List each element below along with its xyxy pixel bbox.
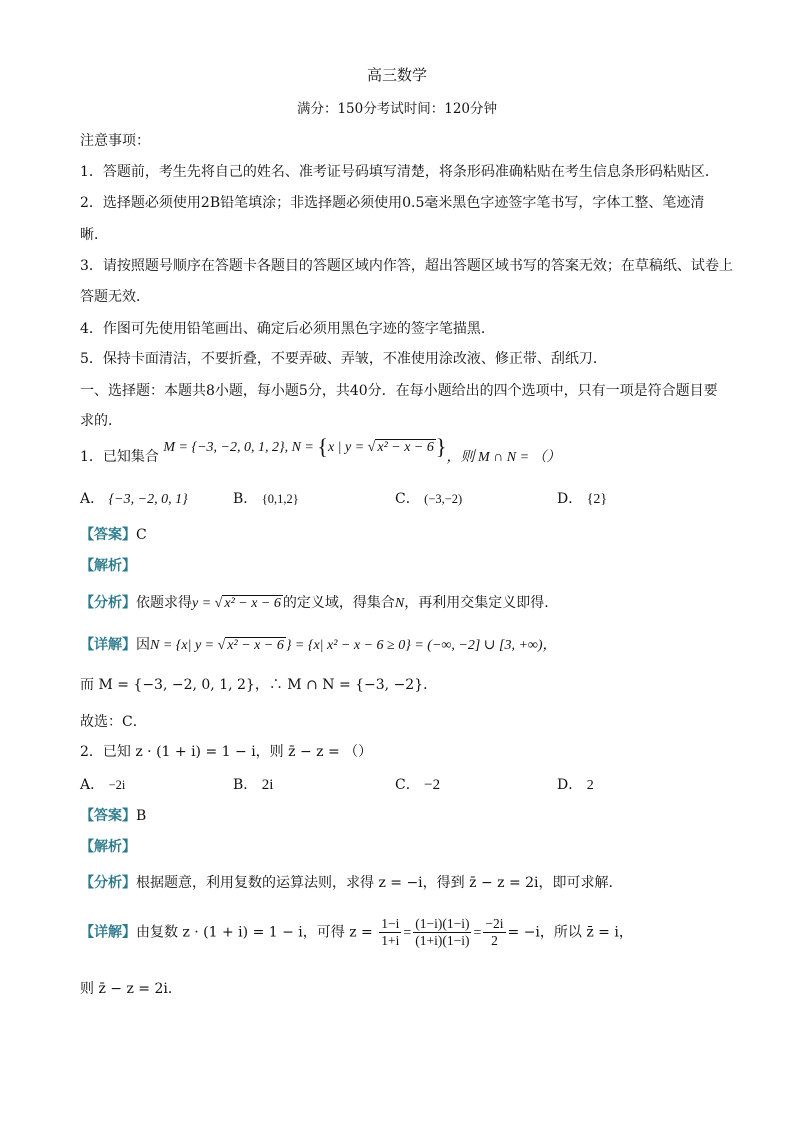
q1-option-a: A． {−3, −2, 0, 1} [80,491,188,507]
q1-fenxi: 【分析】依题求得y = √ x² − x − 6 的定义域，得集合N，再利用交集定义即得. [80,595,549,611]
q1-conclusion: 故选：C． [80,714,147,730]
q2-option-c: C． −2 [395,777,441,793]
q1-suffix: ，则 M ∩ N = （） [446,450,561,465]
q2-fenxi: 【分析】根据题意，利用复数的运算法则，求得 z = −i，得到 z̄ − z = 2i，即可求解． [80,875,623,891]
q2-answer: 【答案】B [80,808,147,824]
section-heading-a: 一、选择题：本题共8小题，每小题5分，共40分．在每小题给出的四个选项中，只有一项是符合题目要 [80,383,718,399]
note-3a: 3．请按照题号顺序在答题卡各题目的答题区域内作答，超出答题区域书写的答案无效；在草稿纸、试卷上 [80,258,733,274]
fraction-2: $\frac{(1-i)(1-i)}{(1+i)(1-i)}$ [415,916,470,948]
question-1-stem [80,434,561,467]
q1-analysis-tag: 【解析】 [80,558,136,574]
section-heading-b: 求的． [80,413,122,429]
q1-set-n-left: , N = [284,440,318,455]
right-brace: } [435,434,447,459]
note-1: 1．答题前，考生先将自己的姓名、准考证号码填写清楚，将条形码准确粘贴在考生信息条形码粘贴区． [80,164,719,180]
q2-option-d: D． 2 [557,777,594,793]
exam-info: 满分：150分考试时间：120分钟 [296,101,498,117]
q2-detail: 【详解】由复数 z · (1 + i) = 1 − i，可得 z = $\frac{1-i}{1+i}$ = $\frac{(1-i)(1-i)}{(1+i)(1-i)}$ = $\frac{-2i}{2}$ = −i，所以 z̄ = i， [80,916,633,948]
q1-detail-line2: 而 M = {−3, −2, 0, 1, 2}，∴ M ∩ N = {−3, −2}． [80,677,438,693]
note-3b: 答题无效． [80,289,150,305]
q2-detail-line2: 则 z̄ − z = 2i． [80,981,182,997]
q1-answer: 【答案】C [80,527,147,543]
q1-option-b: B． {0,1,2} [233,491,299,507]
note-4: 4．作图可先使用铅笔画出、确定后必须用黑色字迹的签字笔描黑． [80,321,495,337]
q1-set-m: M = {−3, −2, 0, 1, 2} [163,440,285,455]
q1-radicand: x² − x − 6 [377,440,434,455]
page-title: 高三数学 [366,66,427,84]
q1-prefix: 1．已知集合 [80,449,159,465]
q1-set-n-body: x | y = [327,440,368,455]
q2-analysis-tag: 【解析】 [80,839,136,855]
q1-detail: 【详解】因N = {x| y = √ x² − x − 6 } = {x| x² − x − 6 ≥ 0} = (−∞, −2] ∪ [3, +∞)， [80,637,557,653]
question-2-stem: 2．已知 z · (1 + i) = 1 − i，则 z̄ − z = （） [80,744,373,760]
left-brace: { [317,434,328,459]
note-5: 5．保持卡面清洁，不要折叠，不要弄破、弄皱，不准使用涂改液、修正带、刮纸刀． [80,351,607,367]
notes-heading: 注意事项： [80,133,150,149]
q2-option-b: B． 2i [233,777,274,793]
q2-option-a: A． −2i [80,777,126,793]
fraction-1: $\frac{1-i}{1+i}$ [381,916,400,948]
note-2b: 晰． [80,227,108,243]
note-2a: 2．选择题必须使用2B铅笔填涂；非选择题必须使用0.5毫米黑色字迹签字笔书写，字体工整、笔迹清 [80,195,705,211]
q1-option-d: D． {2} [557,491,608,507]
sqrt-sign: √ [367,440,376,455]
q1-option-c: C． (−3,−2) [395,491,463,507]
fraction-3: $\frac{-2i}{2}$ [485,916,504,948]
